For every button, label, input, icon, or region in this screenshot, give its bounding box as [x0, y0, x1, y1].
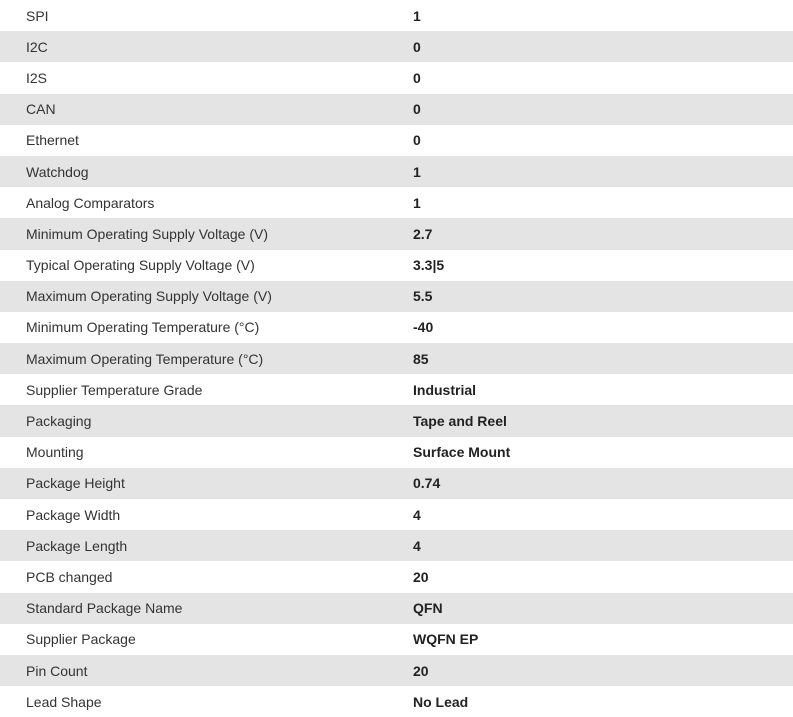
spec-value: 2.7 — [413, 225, 433, 242]
spec-row-ethernet — [0, 125, 793, 156]
spec-label: Packaging — [26, 413, 92, 430]
spec-label: Package Width — [26, 506, 121, 523]
spec-row-watchdog — [0, 156, 793, 187]
spec-label: PCB changed — [26, 568, 113, 585]
spec-label: Minimum Operating Temperature (°C) — [26, 319, 260, 336]
spec-row-packaging — [0, 405, 793, 436]
spec-label: SPI — [26, 7, 49, 24]
spec-label: I2S — [26, 69, 48, 86]
spec-value: 0 — [413, 132, 421, 149]
spec-row-package-width — [0, 499, 793, 530]
spec-row-mounting — [0, 437, 793, 468]
spec-row-min-temperature — [0, 312, 793, 343]
spec-label: Ethernet — [26, 132, 79, 149]
spec-label: Supplier Package — [26, 631, 136, 648]
spec-label: Pin Count — [26, 662, 88, 679]
spec-label: Maximum Operating Supply Voltage (V) — [26, 288, 272, 305]
spec-value: 0.74 — [413, 475, 441, 492]
spec-value: 3.3|5 — [413, 257, 445, 274]
spec-row-max-supply-voltage — [0, 281, 793, 312]
spec-label: Package Height — [26, 475, 125, 492]
spec-row-analog-comparators — [0, 187, 793, 218]
spec-row-standard-package-name — [0, 593, 793, 624]
spec-row-package-height — [0, 468, 793, 499]
spec-row-package-length — [0, 530, 793, 561]
spec-label: Package Length — [26, 537, 128, 554]
spec-row-spi — [0, 0, 793, 31]
spec-row-supplier-package — [0, 624, 793, 655]
spec-value: 0 — [413, 69, 421, 86]
spec-value: -40 — [413, 319, 434, 336]
spec-row-pcb-changed — [0, 561, 793, 592]
spec-row-temperature-grade — [0, 374, 793, 405]
spec-label: I2C — [26, 38, 48, 55]
spec-value: 20 — [413, 568, 429, 585]
spec-label: Lead Shape — [26, 693, 102, 710]
spec-value: Tape and Reel — [413, 413, 507, 430]
spec-label: Analog Comparators — [26, 194, 155, 211]
spec-value: 85 — [413, 350, 429, 367]
spec-value: WQFN EP — [413, 631, 479, 648]
spec-value: 1 — [413, 163, 421, 180]
spec-value: 4 — [413, 506, 421, 523]
spec-row-pin-count — [0, 655, 793, 686]
spec-label: Standard Package Name — [26, 600, 183, 617]
spec-row-can — [0, 94, 793, 125]
spec-label: Mounting — [26, 444, 84, 461]
spec-label: CAN — [26, 101, 56, 118]
spec-label: Watchdog — [26, 163, 89, 180]
spec-label: Minimum Operating Supply Voltage (V) — [26, 225, 268, 242]
spec-value: Industrial — [413, 381, 477, 398]
spec-row-i2s — [0, 62, 793, 93]
spec-value: 0 — [413, 38, 421, 55]
spec-value: QFN — [413, 600, 443, 617]
spec-value: No Lead — [413, 693, 469, 710]
spec-row-i2c — [0, 31, 793, 62]
spec-label: Typical Operating Supply Voltage (V) — [26, 257, 255, 274]
spec-row-lead-shape — [0, 686, 793, 717]
spec-value: 20 — [413, 662, 429, 679]
spec-value: Surface Mount — [413, 444, 511, 461]
spec-value: 1 — [413, 7, 421, 24]
spec-value: 5.5 — [413, 288, 433, 305]
spec-label: Supplier Temperature Grade — [26, 381, 203, 398]
spec-label: Maximum Operating Temperature (°C) — [26, 350, 264, 367]
spec-row-min-supply-voltage — [0, 218, 793, 249]
spec-row-max-temperature — [0, 343, 793, 374]
spec-row-typical-supply-voltage — [0, 250, 793, 281]
spec-value: 4 — [413, 537, 421, 554]
spec-value: 0 — [413, 101, 421, 118]
spec-value: 1 — [413, 194, 421, 211]
